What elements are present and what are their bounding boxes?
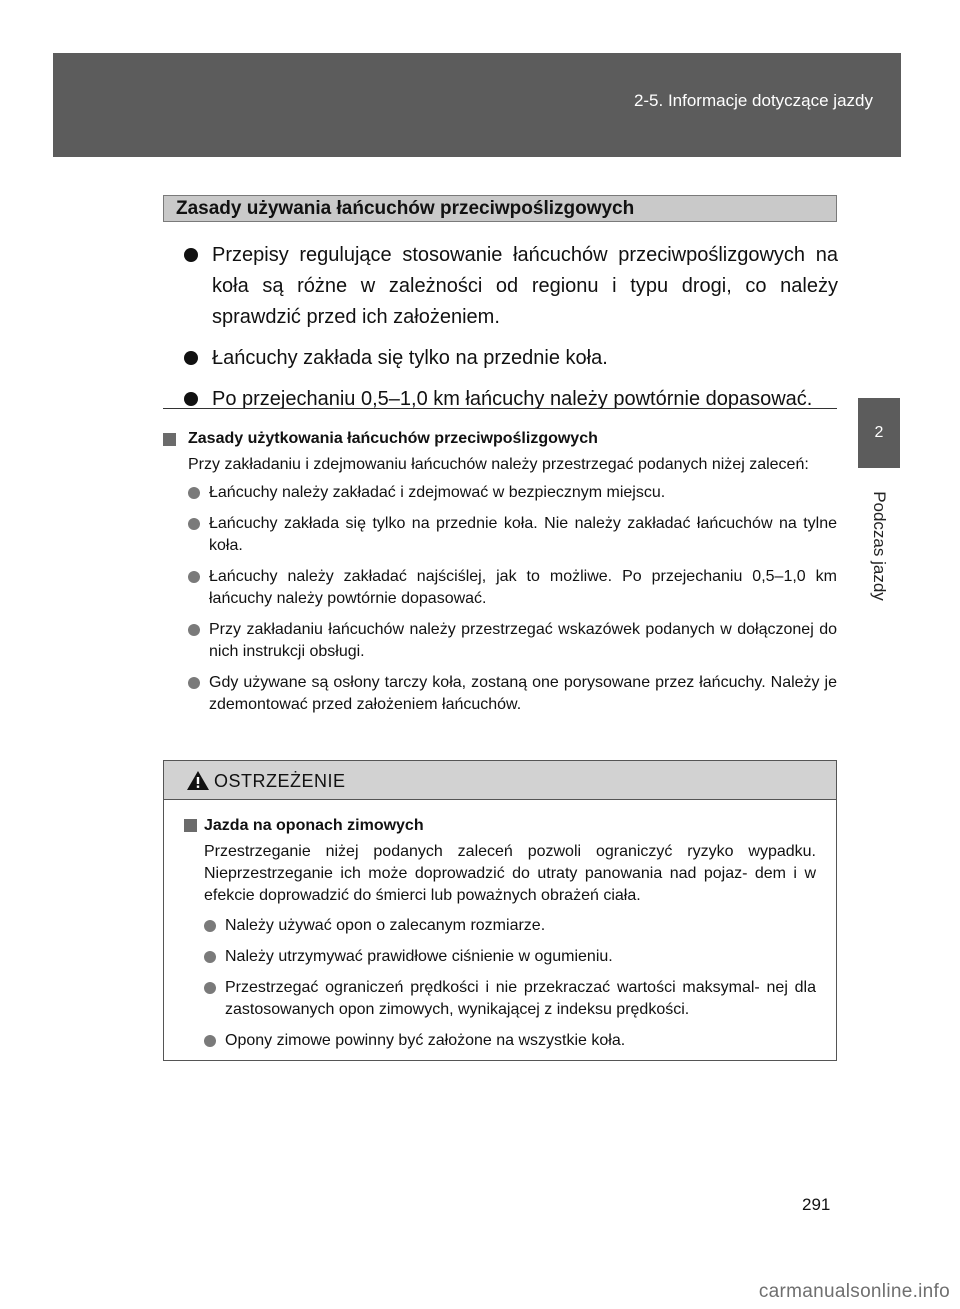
warning-title: OSTRZEŻENIE — [214, 771, 346, 791]
warning-item: Przestrzegać ograniczeń prędkości i nie przekraczać wartości maksymal- nej dla zastosowanych opon zimowych, wynikającej z indeksu prędkości. — [204, 977, 816, 1021]
info-heading-text: Zasady użytkowania łańcuchów przeciwpoślizgowych — [188, 430, 598, 447]
summary-item: Przepisy regulujące stosowanie łańcuchów przeciwpoślizgowych na koła są różne w zależności od regionu i typu drogi, co należy sprawdzić przed ich założeniem. — [178, 240, 838, 333]
info-item: Gdy używane są osłony tarczy koła, zostaną one porysowane przez łańcuchy. Należy je zdemontować przed założeniem łańcuchów. — [188, 672, 837, 716]
info-item: Przy zakładaniu łańcuchów należy przestrzegać wskazówek podanych w dołączonej do nich instrukcji obsługi. — [188, 619, 837, 663]
section-title: 2-5. Informacje dotyczące jazdy — [633, 91, 873, 110]
info-section — [163, 428, 837, 725]
warning-triangle-icon — [186, 770, 210, 791]
chapter-tab-number: 2 — [858, 398, 900, 468]
summary-title: Zasady używania łańcuchów przeciwpoślizgowych — [163, 195, 837, 222]
chapter-tab-label: Podczas jazdy — [870, 490, 889, 601]
summary-item: Po przejechaniu 0,5–1,0 km łańcuchy należy powtórnie dopasować. — [178, 384, 838, 415]
info-item: Łańcuchy należy zakładać najściślej, jak to możliwe. Po przejechaniu 0,5–1,0 km łańcuchy należy powtórnie dopasować. — [188, 566, 837, 610]
info-heading — [163, 428, 837, 450]
warning-item: Należy utrzymywać prawidłowe ciśnienie w ogumieniu. — [204, 946, 816, 968]
square-bullet-icon — [163, 433, 176, 446]
summary-item: Łańcuchy zakłada się tylko na przednie koła. — [178, 343, 838, 374]
info-list — [163, 482, 837, 716]
header-band — [53, 53, 901, 157]
chapter-tab — [858, 468, 900, 623]
summary-list — [178, 240, 838, 425]
warning-heading — [184, 815, 816, 837]
square-bullet-icon — [184, 819, 197, 832]
watermark: carmanualsonline.info — [758, 1281, 950, 1302]
page-number: 291 — [802, 1195, 831, 1214]
warning-intro: Przestrzeganie niżej podanych zaleceń pozwoli ograniczyć ryzyko wypadku. Nieprzestrzeganie ich może doprowadzić do utraty panowania nad pojaz- dem i w efekcie doprowadzić do śmierci lub poważnych obrażeń ciała. — [204, 843, 816, 904]
warning-item: Należy używać opon o zalecanym rozmiarze. — [204, 915, 816, 937]
info-intro: Przy zakładaniu i zdejmowaniu łańcuchów należy przestrzegać podanych niżej zaleceń: — [188, 456, 809, 473]
warning-header — [164, 761, 836, 800]
divider — [163, 408, 837, 409]
warning-body — [164, 800, 836, 1052]
warning-item: Opony zimowe powinny być założone na wszystkie koła. — [204, 1030, 816, 1052]
warning-list — [184, 915, 816, 1052]
warning-box — [163, 760, 837, 1061]
warning-heading-text: Jazda na oponach zimowych — [204, 817, 424, 834]
info-item: Łańcuchy zakłada się tylko na przednie koła. Nie należy zakładać łańcuchów na tylne koła. — [188, 513, 837, 557]
info-item: Łańcuchy należy zakładać i zdejmować w bezpiecznym miejscu. — [188, 482, 837, 504]
